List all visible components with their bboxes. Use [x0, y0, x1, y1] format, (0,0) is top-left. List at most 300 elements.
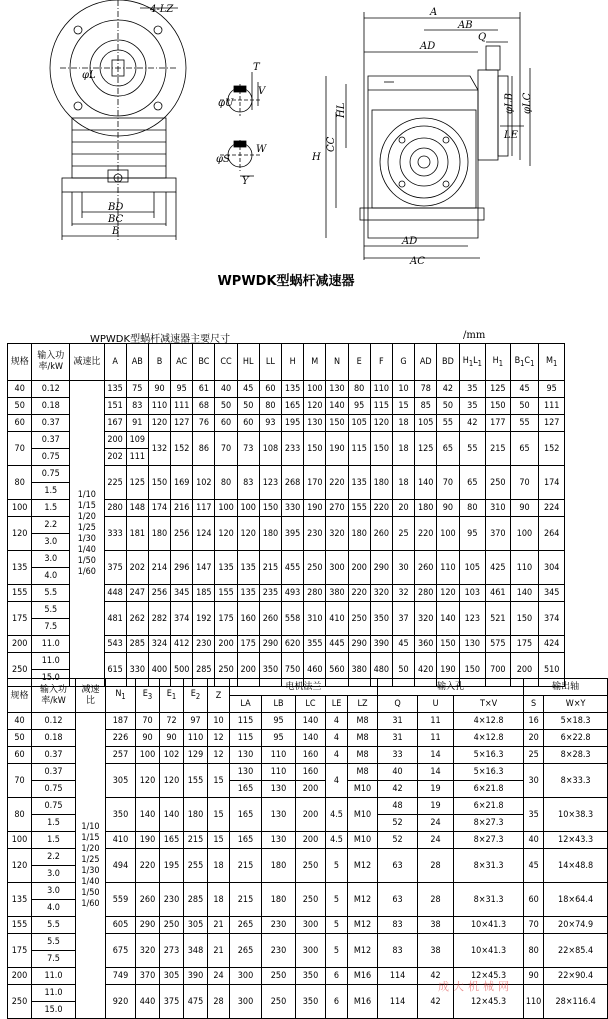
table1-value-cell: 262 — [126, 602, 148, 636]
table1-header: F — [370, 344, 392, 381]
table2-value-cell: 920 — [106, 985, 136, 1019]
table1-value-cell: 220 — [348, 585, 370, 602]
table2-value-cell: 190 — [136, 832, 160, 849]
table2-header: LC — [296, 696, 326, 713]
dim-t-label: T — [253, 62, 260, 73]
table2-header: 规格 — [8, 679, 32, 713]
table2-value-cell: 250 — [262, 968, 296, 985]
table2-value-cell: 11 — [418, 730, 454, 747]
table2-value-cell: 273 — [160, 934, 184, 968]
table2-value-cell: 370 — [136, 968, 160, 985]
table1-value-cell: 125 — [486, 381, 510, 398]
table1-size-cell: 155 — [8, 585, 32, 602]
table1-value-cell: 235 — [259, 585, 281, 602]
table1-value-cell: 310 — [486, 500, 510, 517]
table2-value-cell: 129 — [184, 747, 208, 764]
table2-header: Q — [378, 696, 418, 713]
table1-value-cell: 543 — [104, 636, 126, 653]
table2-value-cell: 6×22.8 — [544, 730, 608, 747]
table2-value-cell: 38 — [418, 934, 454, 968]
table1-size-cell: 120 — [8, 517, 32, 551]
table1-value-cell: 290 — [370, 551, 392, 585]
table1-header: E — [348, 344, 370, 381]
table1-value-cell: 110 — [370, 381, 392, 398]
table1-value-cell: 230 — [193, 636, 215, 653]
table1-value-cell: 105 — [348, 415, 370, 432]
dim-y-label: Y — [242, 176, 249, 187]
table1-value-cell: 148 — [126, 500, 148, 517]
table2-value-cell: 24 — [418, 815, 454, 832]
table1-value-cell: 175 — [510, 636, 539, 653]
table2-header: $E_2$ — [184, 679, 208, 713]
table2-value-cell: 45 — [524, 849, 544, 883]
table1-value-cell: 155 — [215, 585, 237, 602]
table1-value-cell: 448 — [104, 585, 126, 602]
table1-value-cell: 50 — [437, 398, 459, 415]
table2-value-cell: 305 — [160, 968, 184, 985]
table2-value-cell: 6×21.8 — [454, 781, 524, 798]
table2-value-cell: 110 — [524, 985, 544, 1019]
table1-value-cell: 55 — [510, 415, 539, 432]
table2-header: 输入孔 — [378, 679, 524, 696]
table1-value-cell: 120 — [370, 415, 392, 432]
table1-value-cell: 270 — [326, 500, 348, 517]
table2-value-cell: 15 — [208, 798, 230, 832]
table2-header: 电机法兰 — [230, 679, 378, 696]
table1-value-cell: 135 — [104, 381, 126, 398]
table2-value-cell: 90 — [524, 968, 544, 985]
table1-value-cell: 127 — [171, 415, 193, 432]
table2-power-cell: 0.18 — [32, 730, 76, 747]
table2-value-cell: M8 — [348, 747, 378, 764]
table2-power-cell: 11.0 — [32, 968, 76, 985]
table2-value-cell: 494 — [106, 849, 136, 883]
table1-value-cell: 264 — [539, 517, 565, 551]
table1-value-cell: 190 — [326, 432, 348, 466]
table2-power-cell: 11.0 — [32, 985, 76, 1002]
table2-value-cell: 8×31.3 — [454, 849, 524, 883]
table1-value-cell: 110 — [437, 551, 459, 585]
table2-value-cell: 5×18.3 — [544, 713, 608, 730]
table1-value-cell: 15 — [392, 398, 414, 415]
table2-value-cell: 226 — [106, 730, 136, 747]
table1-value-cell: 150 — [326, 415, 348, 432]
table2-value-cell: 100 — [136, 747, 160, 764]
table2-value-cell: 72 — [160, 713, 184, 730]
table1-value-cell: 167 — [104, 415, 126, 432]
table1-value-cell: 615 — [104, 653, 126, 687]
table1-value-cell: 108 — [259, 432, 281, 466]
table2-value-cell: 6 — [326, 968, 348, 985]
table2-size-cell: 40 — [8, 713, 32, 730]
table1-value-cell: 130 — [304, 415, 326, 432]
table1-value-cell: 345 — [171, 585, 193, 602]
table1-value-cell: 70 — [215, 432, 237, 466]
table1-value-cell: 256 — [171, 517, 193, 551]
table2-header: LE — [326, 696, 348, 713]
table2-value-cell: 250 — [296, 883, 326, 917]
table1-title: WPWDK型蜗杆减速器主要尺寸 — [90, 334, 231, 345]
table1-value-cell: 370 — [486, 517, 510, 551]
table1-value-cell: 130 — [326, 381, 348, 398]
table2-header: Z — [208, 679, 230, 713]
technical-drawing — [0, 0, 572, 300]
table2-power-cell: 0.37 — [32, 764, 76, 781]
table2-ratio-cell: 1/10 1/15 1/20 1/25 1/30 1/40 1/50 1/60 — [76, 713, 106, 1019]
table1-value-cell: 124 — [193, 517, 215, 551]
table1-value-cell: 130 — [459, 636, 486, 653]
table1-value-cell: 76 — [193, 415, 215, 432]
table1-value-cell: 60 — [259, 381, 281, 398]
table1-value-cell: 100 — [437, 517, 459, 551]
table2-value-cell: 4.5 — [326, 798, 348, 832]
table1-value-cell: 10 — [392, 381, 414, 398]
table2-value-cell: 5 — [326, 849, 348, 883]
table1-value-cell: 80 — [259, 398, 281, 415]
table2-value-cell: 114 — [378, 968, 418, 985]
table2-value-cell: 605 — [106, 917, 136, 934]
table2-value-cell: 165 — [160, 832, 184, 849]
table2-value-cell: 749 — [106, 968, 136, 985]
table2-value-cell: 115 — [230, 713, 262, 730]
table1-size-cell: 135 — [8, 551, 32, 585]
table2-value-cell: 180 — [262, 849, 296, 883]
table1-value-cell: 117 — [193, 500, 215, 517]
table1-value-cell: 150 — [370, 432, 392, 466]
table1-value-cell: 250 — [348, 602, 370, 636]
table1-value-cell: 395 — [282, 517, 304, 551]
table2-value-cell: 250 — [296, 849, 326, 883]
table2-value-cell: 140 — [160, 798, 184, 832]
table2-value-cell: 195 — [160, 849, 184, 883]
table1-value-cell: 192 — [193, 602, 215, 636]
table2-value-cell: 48 — [378, 798, 418, 815]
table1-value-cell: 90 — [510, 500, 539, 517]
table1-value-cell: 174 — [539, 466, 565, 500]
table2-value-cell: 80 — [524, 934, 544, 968]
table2-power-cell: 2.2 — [32, 849, 76, 866]
table2-value-cell: 155 — [184, 764, 208, 798]
table1-value-cell: 177 — [486, 415, 510, 432]
table2-power-cell: 0.75 — [32, 781, 76, 798]
table1-value-cell: 85 — [415, 398, 437, 415]
table2-value-cell: 15 — [208, 832, 230, 849]
dim-l-label: φL — [82, 70, 96, 81]
table2-header: W×Y — [544, 696, 608, 713]
table1-value-cell: 296 — [171, 551, 193, 585]
table2-value-cell: 40 — [524, 832, 544, 849]
table2-value-cell: 10 — [208, 713, 230, 730]
table2-value-cell: 12×43.3 — [544, 832, 608, 849]
table2-value-cell: 130 — [262, 798, 296, 832]
table1-value-cell: 103 — [459, 585, 486, 602]
table1-value-cell: 140 — [326, 398, 348, 415]
table2-value-cell: 110 — [262, 747, 296, 764]
table2-value-cell: 38 — [418, 917, 454, 934]
table2-value-cell: 250 — [262, 985, 296, 1019]
table2-value-cell: 21 — [208, 934, 230, 968]
dim-v-label: V — [258, 86, 266, 97]
table2-value-cell: M10 — [348, 832, 378, 849]
table1-header: B — [148, 344, 170, 381]
table2-value-cell: 52 — [378, 832, 418, 849]
table1-value-cell: 42 — [459, 415, 486, 432]
table1-header: M — [304, 344, 326, 381]
table1-value-cell: 320 — [326, 517, 348, 551]
table2-value-cell: 120 — [136, 764, 160, 798]
table1-value-cell: 120 — [148, 415, 170, 432]
table2-power-cell: 1.5 — [32, 815, 76, 832]
table1-header: AC — [171, 344, 193, 381]
table2-header: 输出轴 — [524, 679, 608, 696]
table2-value-cell: 165 — [230, 781, 262, 798]
table1-value-cell: 80 — [459, 500, 486, 517]
table1-value-cell: 400 — [148, 653, 170, 687]
table2-value-cell: 215 — [230, 883, 262, 917]
table2-value-cell: 33 — [378, 747, 418, 764]
table2-value-cell: 675 — [106, 934, 136, 968]
table1-header: 输入功率/kW — [32, 344, 70, 381]
table2-value-cell: 160 — [296, 747, 326, 764]
table1-value-cell: 333 — [104, 517, 126, 551]
table2-value-cell: 8×31.3 — [454, 883, 524, 917]
table1-value-cell: 620 — [282, 636, 304, 653]
table1-value-cell: 200 — [348, 551, 370, 585]
table1-value-cell: 18 — [392, 432, 414, 466]
table1-value-cell: 45 — [237, 381, 259, 398]
table2-value-cell: 30 — [524, 764, 544, 798]
table1-header: 规格 — [8, 344, 32, 381]
table1-value-cell: 147 — [193, 551, 215, 585]
table2-value-cell: 4 — [326, 730, 348, 747]
table2-value-cell: 140 — [296, 713, 326, 730]
table1-value-cell: 165 — [282, 398, 304, 415]
table1-value-cell: 18 — [392, 415, 414, 432]
table1-power-cell: 0.75 — [32, 449, 70, 466]
table1-value-cell: 40 — [215, 381, 237, 398]
table1-value-cell: 80 — [348, 381, 370, 398]
table2-value-cell: 90 — [160, 730, 184, 747]
table2-power-cell: 3.0 — [32, 883, 76, 900]
table1-value-cell: 152 — [171, 432, 193, 466]
table1-value-cell: 220 — [326, 466, 348, 500]
table2-value-cell: 255 — [184, 849, 208, 883]
table1-power-cell: 3.0 — [32, 534, 70, 551]
table1-value-cell: 390 — [370, 636, 392, 653]
table2-value-cell: 18 — [208, 883, 230, 917]
table1-value-cell: 120 — [437, 585, 459, 602]
table2-value-cell: 14×48.8 — [544, 849, 608, 883]
dim-le-label: LE — [504, 130, 518, 141]
table1-value-cell: 65 — [437, 432, 459, 466]
table1-value-cell: 150 — [486, 398, 510, 415]
table1-value-cell: 455 — [282, 551, 304, 585]
table2-value-cell: 8×27.3 — [454, 815, 524, 832]
table1-power-cell: 11.0 — [32, 636, 70, 653]
table2-value-cell: 140 — [136, 798, 160, 832]
table1-power-cell: 3.0 — [32, 551, 70, 568]
table1-value-cell: 169 — [171, 466, 193, 500]
table1-value-cell: 480 — [370, 653, 392, 687]
table2-value-cell: 18 — [208, 849, 230, 883]
table1-value-cell: 150 — [304, 432, 326, 466]
table1-value-cell: 250 — [215, 653, 237, 687]
table2-value-cell: 257 — [106, 747, 136, 764]
table2-value-cell: 140 — [296, 730, 326, 747]
table1-value-cell: 560 — [326, 653, 348, 687]
table1-power-cell: 0.12 — [32, 381, 70, 398]
table1-value-cell: 202 — [126, 551, 148, 585]
table2-value-cell: 559 — [106, 883, 136, 917]
table2-value-cell: 42 — [378, 781, 418, 798]
table2-value-cell: 130 — [230, 747, 262, 764]
table2-header: LB — [262, 696, 296, 713]
table1-value-cell: 111 — [171, 398, 193, 415]
table2-size-cell: 50 — [8, 730, 32, 747]
table1-value-cell: 60 — [237, 415, 259, 432]
table2-value-cell: 52 — [378, 815, 418, 832]
dim-bc-label: BC — [108, 214, 124, 225]
table1-value-cell: 461 — [486, 585, 510, 602]
table2-size-cell: 175 — [8, 934, 32, 968]
table1-value-cell: 320 — [370, 585, 392, 602]
table1-value-cell: 280 — [304, 585, 326, 602]
table2-value-cell: 180 — [262, 883, 296, 917]
table2-value-cell: 42 — [418, 985, 454, 1019]
table2-power-cell: 5.5 — [32, 917, 76, 934]
table1-power-cell: 5.5 — [32, 602, 70, 619]
table2-value-cell: M12 — [348, 934, 378, 968]
table1-value-cell: 132 — [148, 432, 170, 466]
table1-value-cell: 180 — [415, 500, 437, 517]
table2-size-cell: 100 — [8, 832, 32, 849]
table2-value-cell: 12×45.3 — [454, 968, 524, 985]
table2-value-cell: 10×38.3 — [544, 798, 608, 832]
table2-value-cell: 160 — [296, 764, 326, 781]
table1-value-cell: 110 — [148, 398, 170, 415]
table1-value-cell: 280 — [415, 585, 437, 602]
table1-value-cell: 215 — [259, 551, 281, 585]
table1-value-cell: 200 — [237, 653, 259, 687]
dim-bd-label: BD — [108, 202, 124, 213]
table1-value-cell: 180 — [148, 517, 170, 551]
table2-value-cell: 83 — [378, 917, 418, 934]
table1-value-cell: 155 — [348, 500, 370, 517]
dim-lb-label: φLB — [504, 93, 515, 114]
table1-value-cell: 412 — [171, 636, 193, 653]
table1-header: HL — [237, 344, 259, 381]
table1-value-cell: 30 — [392, 551, 414, 585]
table2-value-cell: 215 — [230, 849, 262, 883]
table1-value-cell: 18 — [392, 466, 414, 500]
table1-value-cell: 330 — [126, 653, 148, 687]
table1-value-cell: 185 — [193, 585, 215, 602]
table1-value-cell: 102 — [193, 466, 215, 500]
table1-value-cell: 135 — [215, 551, 237, 585]
table1-value-cell: 93 — [259, 415, 281, 432]
table2-power-cell: 5.5 — [32, 934, 76, 951]
table1-value-cell: 190 — [304, 500, 326, 517]
table2-power-cell: 0.12 — [32, 713, 76, 730]
table1-value-cell: 150 — [259, 500, 281, 517]
table2-value-cell: 290 — [136, 917, 160, 934]
table2-value-cell: 70 — [524, 917, 544, 934]
table2-value-cell: M16 — [348, 968, 378, 985]
table1-value-cell: 50 — [215, 398, 237, 415]
table1-value-cell: 510 — [539, 653, 565, 687]
table2-value-cell: M16 — [348, 985, 378, 1019]
table2-header: T×V — [454, 696, 524, 713]
table2-value-cell: 5 — [326, 917, 348, 934]
table1-value-cell: 195 — [282, 415, 304, 432]
table2-value-cell: 24 — [418, 832, 454, 849]
table2-value-cell: 5×16.3 — [454, 747, 524, 764]
table1-value-cell: 256 — [148, 585, 170, 602]
table2-value-cell: 110 — [184, 730, 208, 747]
dim-u-label: φU — [218, 98, 234, 109]
table2-value-cell: 6×21.8 — [454, 798, 524, 815]
table1-value-cell: 151 — [104, 398, 126, 415]
dim-hl-label: HL — [336, 102, 347, 118]
table2-value-cell: 95 — [262, 713, 296, 730]
table1-header: BC — [193, 344, 215, 381]
table1-value-cell: 481 — [104, 602, 126, 636]
table1-power-cell: 0.18 — [32, 398, 70, 415]
table1-value-cell: 180 — [259, 517, 281, 551]
table2-value-cell: 130 — [262, 832, 296, 849]
table2-value-cell: 8×27.3 — [454, 832, 524, 849]
table2-value-cell: 12 — [208, 747, 230, 764]
table1-header: A — [104, 344, 126, 381]
table1-value-cell: 125 — [415, 432, 437, 466]
table1-value-cell: 91 — [126, 415, 148, 432]
table2-value-cell: 285 — [184, 883, 208, 917]
table1-value-cell: 410 — [326, 602, 348, 636]
table1-value-cell: 200 — [215, 636, 237, 653]
table2-value-cell: 440 — [136, 985, 160, 1019]
table2-size-cell: 80 — [8, 798, 32, 832]
table2-value-cell: 120 — [160, 764, 184, 798]
table1-size-cell: 200 — [8, 636, 32, 653]
table1-value-cell: 123 — [459, 602, 486, 636]
table1-value-cell: 60 — [215, 415, 237, 432]
table2-value-cell: 110 — [262, 764, 296, 781]
table1-size-cell: 70 — [8, 432, 32, 466]
table1-value-cell: 120 — [304, 398, 326, 415]
table1-value-cell: 445 — [326, 636, 348, 653]
table1-value-cell: 250 — [486, 466, 510, 500]
table1-value-cell: 68 — [193, 398, 215, 415]
table2-value-cell: 165 — [230, 798, 262, 832]
table2-value-cell: 348 — [184, 934, 208, 968]
table2-header: LA — [230, 696, 262, 713]
table1-value-cell: 247 — [126, 585, 148, 602]
table1-value-cell: 330 — [282, 500, 304, 517]
table2-size-cell: 200 — [8, 968, 32, 985]
table1-value-cell: 127 — [539, 415, 565, 432]
table2-value-cell: 28 — [418, 849, 454, 883]
table2-value-cell: 95 — [262, 730, 296, 747]
table1-size-cell: 175 — [8, 602, 32, 636]
table1-value-cell: 35 — [459, 381, 486, 398]
table2-header: 减速 比 — [76, 679, 106, 713]
table1-value-cell: 73 — [237, 432, 259, 466]
table1-value-cell: 233 — [282, 432, 304, 466]
table1-value-cell: 55 — [459, 432, 486, 466]
table2-size-cell: 250 — [8, 985, 32, 1019]
table1-value-cell: 140 — [437, 602, 459, 636]
table1-value-cell: 150 — [510, 602, 539, 636]
